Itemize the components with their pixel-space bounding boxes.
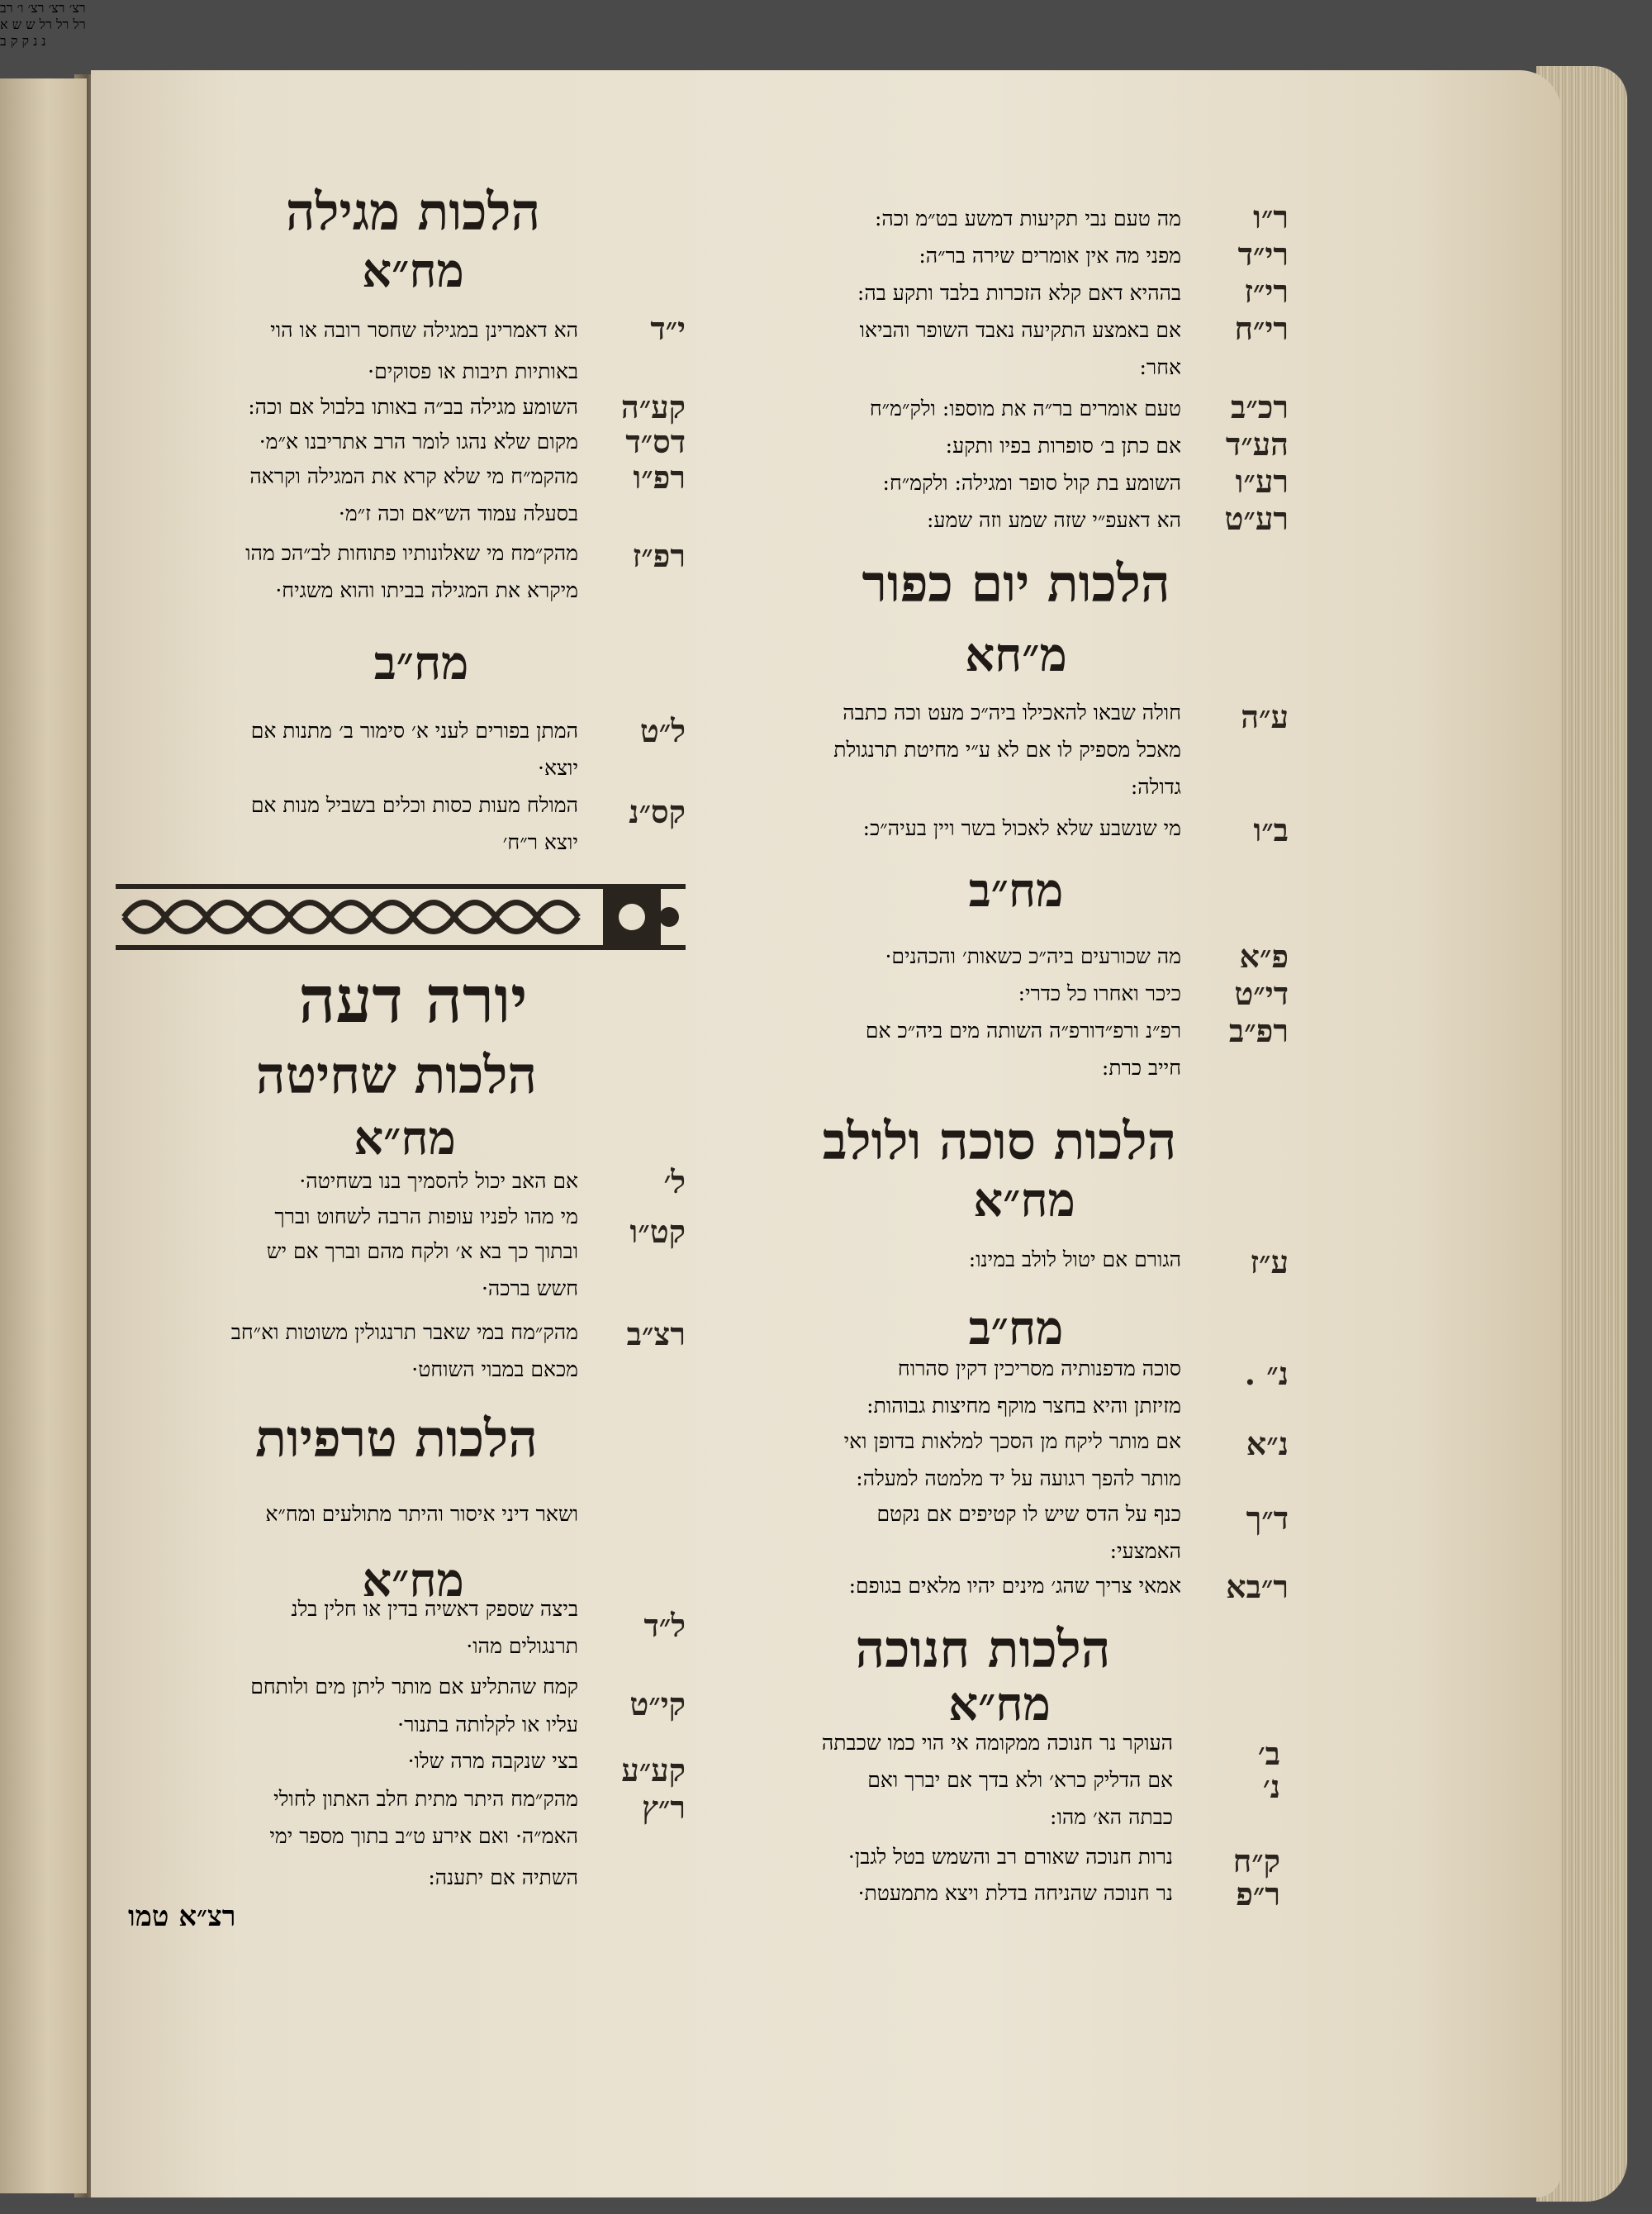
subsection-heading: מ״חא <box>965 628 1067 682</box>
entry-text: רפ״נ ורפ״דורפ״ה השותה מים ביה״כ אם <box>865 1019 1181 1043</box>
entry-text: יוצא· <box>538 756 578 780</box>
subsection-heading: מח״א <box>362 1553 464 1608</box>
entry-text: כבתה הא׳ מהו: <box>1050 1805 1173 1829</box>
subsection-heading: מח״ב <box>968 863 1064 918</box>
section-heading-yoreh-deah: יורה דעה <box>298 962 528 1038</box>
entry-text: גדולה: <box>1130 775 1181 799</box>
ornament-divider <box>116 880 686 954</box>
fragment: רל <box>55 17 69 32</box>
entry-text: בסעלה עמוד הש״אם וכה ז״מ· <box>338 501 578 525</box>
entry-text: סוכה מדפנותיה מסריכין דקין סהרוח <box>897 1356 1181 1380</box>
section-code: הע״ד <box>1225 425 1289 463</box>
entry-text: הא דאמרינן במגילה שחסר רובה או הוי <box>270 318 578 342</box>
fragment: נ <box>33 33 38 49</box>
entry-text: נרות חנוכה שאורם רב והשמש בטל לגבן· <box>847 1845 1173 1869</box>
section-code: ל״ט <box>639 712 686 749</box>
section-code: ר״פ <box>1236 1875 1280 1912</box>
section-code: ע״ה <box>1241 698 1289 735</box>
fragment: רל <box>73 17 86 32</box>
entry-text: ביצה שספק דאשיה בדין או חלין בלנ <box>291 1597 578 1621</box>
entry-text: חשש ברכה· <box>481 1276 578 1300</box>
section-code: י״ד <box>650 310 686 347</box>
section-code: נ״א <box>1246 1425 1289 1462</box>
section-code: ר״בא <box>1226 1568 1289 1605</box>
entry-text: מפני מה אין אומרים שירה בר״ה: <box>919 244 1181 268</box>
entry-text: מאכל מספיק לו אם לא ע״י מחיטת תרנגולת <box>833 738 1181 762</box>
entry-text: תרנגולים מהו· <box>466 1634 578 1658</box>
section-code: קס״נ <box>629 793 686 830</box>
fragment: רב <box>0 0 13 16</box>
section-code: רפ״ב <box>1228 1012 1289 1049</box>
subsection-heading: מח״א <box>973 1173 1075 1228</box>
entry-text: מקום שלא נהגו לומר הרב אתריבנו א״מ· <box>259 430 578 454</box>
fragment: רצ׳ <box>27 0 45 16</box>
section-code: פ״א <box>1239 938 1289 975</box>
section-code: רי״ז <box>1244 273 1289 310</box>
entry-text: האמצעי: <box>1109 1539 1181 1563</box>
entry-text: אחר: <box>1139 355 1181 379</box>
treifot-intro-text: ושאר דיני איסור והיתר מתולעים ומח״א <box>265 1502 578 1526</box>
entry-text: מזיזתן והיא בחצר מוקף מחיצות גבוהות: <box>866 1394 1181 1418</box>
section-heading-megillah: הלכות מגילה <box>285 182 541 242</box>
entry-text: עליו או לקלותה בתנור· <box>397 1713 578 1737</box>
section-heading-yom-kippur: הלכות יום כפור <box>862 554 1170 614</box>
fragment: א <box>0 17 8 32</box>
section-code: קי״ט <box>629 1685 686 1722</box>
fragment: רל <box>39 17 52 32</box>
entry-text: מהק״מח היתר מתית חלב האתון לחולי <box>273 1787 578 1811</box>
section-code: די״ט <box>1234 975 1289 1012</box>
section-code: ל׳ <box>663 1163 686 1200</box>
fragment: ק <box>10 33 18 49</box>
fragment: רצ׳ <box>69 0 86 16</box>
entry-text: אם האב יכול להסמיך בנו בשחיטה· <box>299 1169 578 1193</box>
fragment: ש <box>12 17 22 32</box>
entry-text: מה שכורעים ביה״כ כשאות׳ והכהנים· <box>885 944 1181 968</box>
entry-text: מיקרא את המגילה בביתו והוא משגיח· <box>275 578 578 602</box>
entry-text: המולח מעות כסות וכלים בשביל מנות אם <box>250 793 578 817</box>
entry-text: כיכר ואחרו כל כדרי: <box>1018 981 1181 1005</box>
entry-text: יוצא ר״ח׳ <box>502 830 578 854</box>
section-code: רפ״ו <box>633 458 686 496</box>
section-code: רצ״ב <box>626 1315 686 1352</box>
entry-text: האמ״ה· ואם אירע ט״ב בתוך מספר ימי <box>269 1824 578 1848</box>
fragment: רצ׳ <box>48 0 65 16</box>
entry-text: מהק״מח במי שאבר תרנגולין משוטות וא״חב <box>230 1320 578 1344</box>
section-heading-sukkah: הלכות סוכה ולולב <box>822 1111 1177 1171</box>
entry-text: אם הדליק כרא׳ ולא בדך אם יברך ואם <box>867 1768 1173 1792</box>
entry-text: בצי שנקבה מרה שלו· <box>407 1749 578 1773</box>
entry-text: אמאי צריך שהג׳ מינים יהיו מלאים בגופם: <box>848 1574 1181 1598</box>
fragment: ו׳ <box>17 0 24 16</box>
section-code: רכ״ב <box>1231 388 1289 425</box>
entry-text: חולה שבאו להאכילו ביה״כ מעט וכה כתבה <box>843 701 1181 725</box>
entry-text: מותר להפך רגועה על יד מלמטה למעלה: <box>856 1466 1181 1490</box>
catchword: רצ״א טמו <box>128 1900 236 1933</box>
entry-text: קמח שהתליע אם מותר ליתן מים ולותחם <box>250 1675 578 1699</box>
entry-text: טעם אומרים בר״ה את מוספו: ולק״מ״ח <box>869 397 1181 420</box>
section-code: רע״ו <box>1235 463 1289 500</box>
section-code: ב׳ <box>1257 1735 1280 1772</box>
section-code: רפ״ז <box>632 537 686 574</box>
entry-text: בההיא דאם קלא הזכרות בלבד ותקע בה: <box>857 281 1181 305</box>
section-heading-treifot: הלכות טרפיות <box>255 1409 538 1469</box>
section-code: ד״ך <box>1246 1499 1289 1537</box>
section-code: ר״ו <box>1253 198 1289 235</box>
section-code: רי״ד <box>1237 235 1289 273</box>
entry-text: כנף על הדס שיש לו קטיפים אם נקטם <box>876 1502 1181 1526</box>
entry-text: מהק״מח מי שאלונותיו פתוחות לב״הכ מהו <box>245 541 578 565</box>
entry-text: מי מהו לפניו עופות הרבה לשחוט וברך <box>274 1204 578 1228</box>
entry-text: הגורם אם יטול לולב במינו: <box>968 1247 1181 1271</box>
section-code: ל״ד <box>643 1607 686 1644</box>
fragment: ב <box>0 33 7 49</box>
entry-text: אם כתן ב׳ סופרות בפיו ותקע: <box>945 434 1181 458</box>
entry-text: העוקר נר חנוכה ממקומה אי הוי כמו שכבתה <box>821 1731 1173 1755</box>
subsection-heading: מח״א <box>948 1677 1051 1732</box>
entry-text: מכאם במבוי השוחט· <box>411 1357 578 1381</box>
entry-text: נר חנוכה שהניחה בדלת ויצא מתמעטת· <box>857 1881 1173 1905</box>
entry-text: מה טעם נבי תקיעות דמשע בט״מ וכה: <box>874 207 1181 230</box>
entry-text: מהקמ״ח מי שלא קרא את המגילה וקראה <box>249 464 578 488</box>
entry-text: באותיות תיבות או פסוקים· <box>368 359 578 383</box>
section-code: ר״ץ <box>642 1789 686 1826</box>
section-code: קט״ו <box>629 1213 686 1250</box>
section-code: קע״ה <box>620 388 686 425</box>
entry-text: השומע בת קול סופר ומגילה: ולקמ״ח: <box>882 471 1181 495</box>
section-code: ק״ח <box>1232 1842 1280 1879</box>
entry-text: אם באמצע התקיעה נאבד השופר והביאו <box>859 318 1181 342</box>
subsection-heading: מח״ב <box>373 636 469 691</box>
section-heading-shechita: הלכות שחיטה <box>255 1045 538 1105</box>
section-code: ב״ו <box>1253 811 1289 848</box>
subsection-heading: מח״א <box>362 244 464 298</box>
section-code: קע״ע <box>621 1751 686 1789</box>
entry-text: השומע מגילה בב״ה באותו בלבול אם וכה: <box>248 395 578 419</box>
section-code: ע״ז <box>1250 1243 1289 1280</box>
entry-text: המתן בפורים לעני א׳ סימור ב׳ מתנות אם <box>250 719 578 743</box>
entry-text: הא דאעפ״י שזה שמע וזה שמע: <box>927 508 1181 532</box>
fragment: ק <box>21 33 30 49</box>
section-code: דס״ד <box>625 423 686 460</box>
fragment: ש <box>26 17 36 32</box>
left-page-fragments <box>0 0 87 2214</box>
section-code: רע״ט <box>1224 500 1289 537</box>
entry-text: השתיה אם יתענה: <box>428 1865 578 1889</box>
section-heading-chanukah: הלכות חנוכה <box>855 1619 1111 1680</box>
entry-text: מי שנשבע שלא לאכול בשר ויין בעיה״כ: <box>862 816 1181 840</box>
section-code: נ״ . <box>1244 1355 1289 1392</box>
entry-text: אם מותר ליקח מן הסכך למלאות בדופן ואי <box>843 1429 1181 1453</box>
section-code: נ׳ <box>1262 1768 1280 1805</box>
section-code: רי״ח <box>1234 310 1289 347</box>
subsection-heading: מח״א <box>354 1111 456 1166</box>
entry-text: חייב כרת: <box>1101 1056 1181 1080</box>
fragment: נ <box>41 33 46 49</box>
entry-text: ובתוך כך בא א׳ ולקח מהם וברך אם יש <box>266 1239 578 1263</box>
subsection-heading: מח״ב <box>968 1301 1064 1356</box>
